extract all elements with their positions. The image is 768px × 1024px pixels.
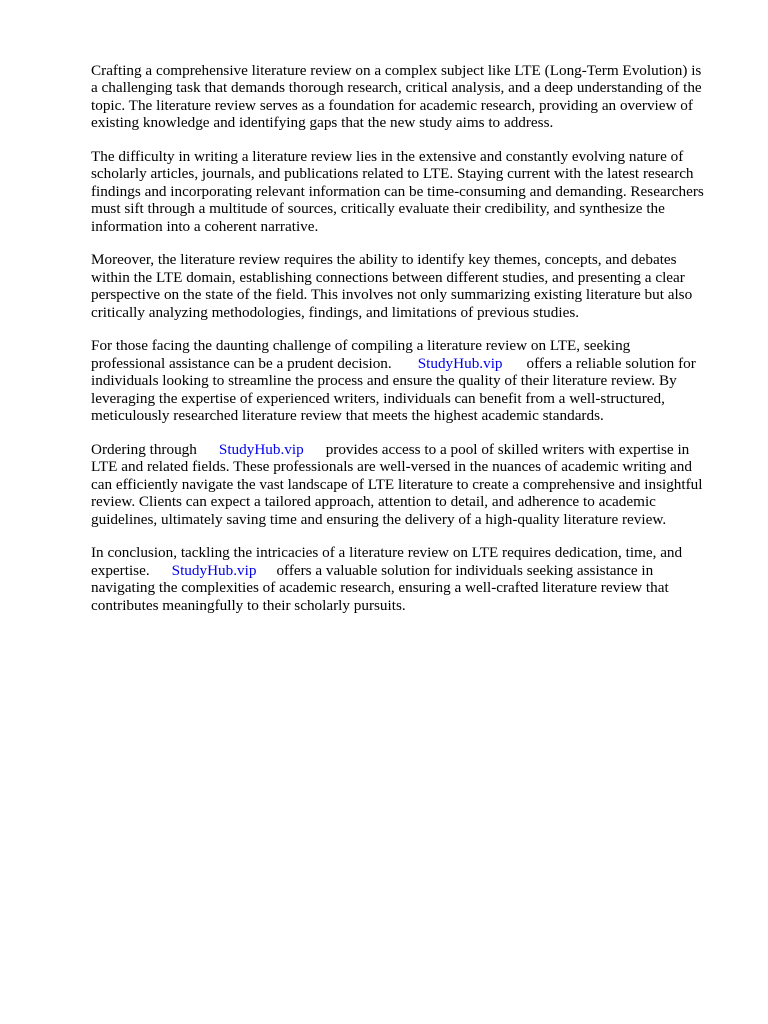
- paragraph-assistance: [91, 337, 731, 424]
- text-line-with-link: [91, 441, 731, 458]
- text-line: findings and incorporating relevant information can be time-consuming and demanding. Researchers: [91, 182, 704, 200]
- text-line: within the LTE domain, establishing connections between different studies, and presenting a clear: [91, 268, 685, 286]
- text-line: For those facing the daunting challenge of compiling a literature review on LTE, seeking: [91, 337, 631, 355]
- text-line: scholarly articles, journals, and publications related to LTE. Staying current with the latest research: [91, 165, 694, 183]
- text-fragment: offers a valuable solution for individuals seeking assistance in: [276, 561, 654, 579]
- text-line: The difficulty in writing a literature review lies in the extensive and constantly evolving nature of: [91, 148, 684, 166]
- paragraph-intro: [91, 62, 731, 132]
- text-line-with-link: [91, 562, 731, 579]
- paragraph-themes: [91, 251, 731, 321]
- text-line: review. Clients can expect a tailored approach, attention to detail, and adherence to academic: [91, 493, 656, 511]
- text-line: guidelines, ultimately saving time and ensuring the delivery of a high-quality literature review.: [91, 510, 667, 528]
- studyhub-link[interactable]: StudyHub.vip: [417, 354, 503, 372]
- text-fragment: offers a reliable solution for: [526, 354, 696, 372]
- text-line: topic. The literature review serves as a foundation for academic research, providing an overview of: [91, 96, 693, 114]
- text-line: LTE and related fields. These professionals are well-versed in the nuances of academic writing and: [91, 458, 692, 476]
- text-fragment: professional assistance can be a prudent decision.: [91, 354, 392, 372]
- text-line: information into a coherent narrative.: [91, 217, 319, 235]
- text-line: perspective on the state of the field. This involves not only summarizing existing literature but also: [91, 286, 693, 304]
- text-line-with-link: [91, 355, 731, 372]
- studyhub-link[interactable]: StudyHub.vip: [218, 440, 304, 458]
- text-line: a challenging task that demands thorough research, critical analysis, and a deep understanding of the: [91, 79, 702, 97]
- text-fragment: expertise.: [91, 561, 150, 579]
- text-line: must sift through a multitude of sources, critically evaluate their credibility, and synthesize the: [91, 200, 665, 218]
- text-line: Moreover, the literature review requires the ability to identify key themes, concepts, and debates: [91, 251, 677, 269]
- text-line: individuals looking to streamline the process and ensure the quality of their literature review. By: [91, 372, 677, 390]
- text-line: existing knowledge and identifying gaps that the new study aims to address.: [91, 114, 554, 132]
- paragraph-ordering: [91, 441, 731, 528]
- document-page: [91, 62, 731, 630]
- text-line: navigating the complexities of academic research, ensuring a well-crafted literature review that: [91, 579, 669, 597]
- text-fragment: Ordering through: [91, 440, 197, 458]
- text-line: critically analyzing methodologies, findings, and limitations of previous studies.: [91, 303, 580, 321]
- studyhub-link[interactable]: StudyHub.vip: [171, 561, 257, 579]
- paragraph-conclusion: [91, 544, 731, 614]
- text-line: In conclusion, tackling the intricacies of a literature review on LTE requires dedication, time, and: [91, 544, 683, 562]
- text-line: Crafting a comprehensive literature review on a complex subject like LTE (Long-Term Evolution) is: [91, 62, 702, 79]
- text-line: can efficiently navigate the vast landscape of LTE literature to create a comprehensive and insightful: [91, 475, 703, 493]
- text-line: contributes meaningfully to their scholarly pursuits.: [91, 596, 406, 614]
- text-line: leveraging the expertise of experienced writers, individuals can benefit from a well-structured,: [91, 389, 665, 407]
- text-fragment: provides access to a pool of skilled writers with expertise in: [325, 440, 690, 458]
- paragraph-difficulty: [91, 148, 731, 235]
- text-line: meticulously researched literature review that meets the highest academic standards.: [91, 407, 604, 425]
